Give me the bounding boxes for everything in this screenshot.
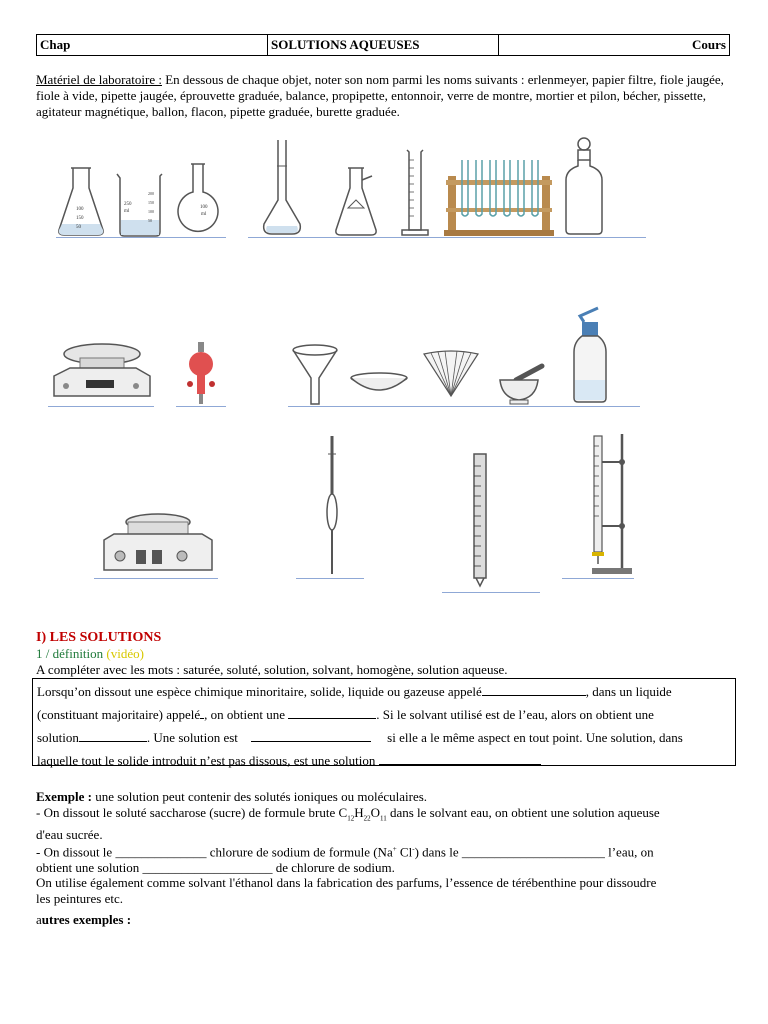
baseline-row2c <box>288 406 640 407</box>
becher-grad-100: 100 <box>148 209 154 214</box>
example-line-6: On utilise également comme solvant l'éthanol dans la fabrication des parfums, l’essence de térébenthine pour dissoudre <box>36 875 657 891</box>
example-intro <box>36 789 726 805</box>
example-label: Exemple : <box>36 789 92 804</box>
example-line-2: - On dissout le soluté saccharose (sucre) de formule brute $C_{12}H_{22}O_{11}$ dans le solvant eau, on obtient une solution aqueuse <box>36 804 660 823</box>
test-tube-rack-illustration <box>444 158 554 238</box>
definition-box <box>32 678 736 766</box>
box-l2b: , on obtient une <box>204 707 289 722</box>
entonnoir-illustration <box>290 342 340 406</box>
header-cours: Cours <box>499 35 730 56</box>
erlenmeyer-grad-1: 100 <box>76 207 84 212</box>
baseline-row3b <box>296 578 364 579</box>
balance-illustration <box>50 336 154 402</box>
baseline-row2a <box>48 406 154 407</box>
box-l2c: . Si le solvant utilisé est de l’eau, alors on obtient une <box>376 707 654 722</box>
autres-exemples-heading <box>36 912 131 928</box>
example-line-7: les peintures etc. <box>36 890 123 906</box>
box-l3c: si elle a le même aspect en tout point. Une solution, dans <box>387 730 683 745</box>
header-chap: Chap <box>37 35 268 56</box>
header-table <box>36 34 730 56</box>
box-line-3 <box>37 726 731 749</box>
blank-saturee[interactable] <box>379 752 541 765</box>
ex-l4a: - On dissout le ______________ chlorure de sodium de formule (Na <box>36 844 393 860</box>
autres-rest: utres exemples : <box>41 912 132 927</box>
header-title: SOLUTIONS AQUEUSES <box>268 35 499 56</box>
section-title: I) LES SOLUTIONS <box>36 630 162 645</box>
papier-filtre-illustration <box>422 350 480 400</box>
pissette-illustration <box>568 302 612 404</box>
blank-homogene[interactable] <box>251 729 371 742</box>
becher-grad-150: 150 <box>148 200 154 205</box>
baseline-row3a <box>94 578 218 579</box>
box-l1a: Lorsqu’on dissout une espèce chimique minoritaire, solide, liquide ou gazeuse appelé <box>37 684 482 699</box>
box-line-1 <box>37 680 731 703</box>
agitateur-magnetique-illustration <box>100 512 216 572</box>
sub-h: 22 <box>363 814 371 823</box>
blank-aqueuse[interactable] <box>79 729 147 742</box>
fiole-a-vide-illustration <box>332 164 380 238</box>
example-line-5: obtient une solution ____________________ de chlorure de sodium. <box>36 859 395 875</box>
becher-grad-ml: ml <box>124 209 130 214</box>
ex-l2b: dans le solvant eau, on obtient une solution aqueuse <box>386 804 660 820</box>
example-block <box>36 789 726 906</box>
blank-solution[interactable] <box>288 706 376 719</box>
box-l4a: laquelle tout le solide introduit n’est pas dissous, est une solution <box>37 753 379 768</box>
pipette-jaugee-illustration <box>320 434 344 578</box>
propipette-illustration <box>176 340 226 406</box>
box-l3a: solution <box>37 730 79 745</box>
intro-text: En dessous de chaque objet, noter son nom parmi les noms suivants : erlenmeyer, papier filtre, fiole jaugée, fiole à vide, pipette jaugée, éprouvette graduée, balance, propipette, entonnoir, verre de montre, mortier et pilon, bécher, pissette, agitateur magnétique, ballon, flacon, pipette graduée, burette graduée. <box>36 72 724 119</box>
cl-charge: - <box>412 845 415 854</box>
becher-illustration <box>114 170 164 238</box>
mortier-pilon-illustration <box>496 362 546 406</box>
sub-o: 11 <box>379 814 387 823</box>
na-charge: + <box>392 845 397 854</box>
fiole-jaugee-illustration <box>258 138 306 238</box>
ex-l4b: Cl <box>396 844 413 860</box>
pipette-graduee-illustration <box>468 452 492 588</box>
baseline-row3c <box>442 592 540 593</box>
box-line-2 <box>37 703 731 726</box>
intro-label: Matériel de laboratoire : <box>36 72 162 87</box>
blank-solute[interactable] <box>482 683 586 696</box>
video-link[interactable]: (vidéo) <box>106 646 144 661</box>
eprouvette-illustration <box>400 146 430 238</box>
ex-l2a: - On dissout le soluté saccharose (sucre) de formule brute C <box>36 804 348 820</box>
box-l3b: . Une solution est <box>146 730 242 745</box>
subsection-title <box>36 646 144 662</box>
autres-a: a <box>36 912 42 927</box>
ballon-grad-ml: ml <box>201 212 207 217</box>
becher-grad-50: 50 <box>148 218 152 223</box>
instruction-text: A compléter avec les mots : saturée, soluté, solution, solvant, homogène, solution aqueuse. <box>36 662 508 677</box>
box-l2a: (constituant majoritaire) appelé <box>37 707 201 722</box>
erlenmeyer-illustration <box>56 160 106 238</box>
intro-paragraph <box>36 72 728 120</box>
becher-grad-200: 200 <box>148 191 154 196</box>
ballon-illustration <box>172 160 224 238</box>
ex-l4c: ) dans le ______________________ l’eau, on <box>414 844 654 860</box>
sub-c: 12 <box>347 814 355 823</box>
verre-de-montre-illustration <box>348 370 410 402</box>
burette-support-illustration <box>578 432 634 578</box>
box-l1b: , dans un liquide <box>585 684 672 699</box>
ballon-grad-100: 100 <box>200 205 208 210</box>
baseline-row2b <box>176 406 226 407</box>
erlenmeyer-grad-2: 150 <box>76 216 84 221</box>
example-line-4 <box>36 842 726 860</box>
box-line-4 <box>37 749 731 772</box>
flacon-illustration <box>562 136 606 238</box>
erlenmeyer-grad-3: 50 <box>76 225 81 230</box>
baseline-row3d <box>562 578 634 579</box>
example-line-3: d'eau sucrée. <box>36 826 103 842</box>
example-intro-text: une solution peut contenir des solutés ioniques ou moléculaires. <box>91 789 428 804</box>
subsection-number: 1 / définition <box>36 646 104 661</box>
becher-grad-250: 250 <box>124 202 132 207</box>
